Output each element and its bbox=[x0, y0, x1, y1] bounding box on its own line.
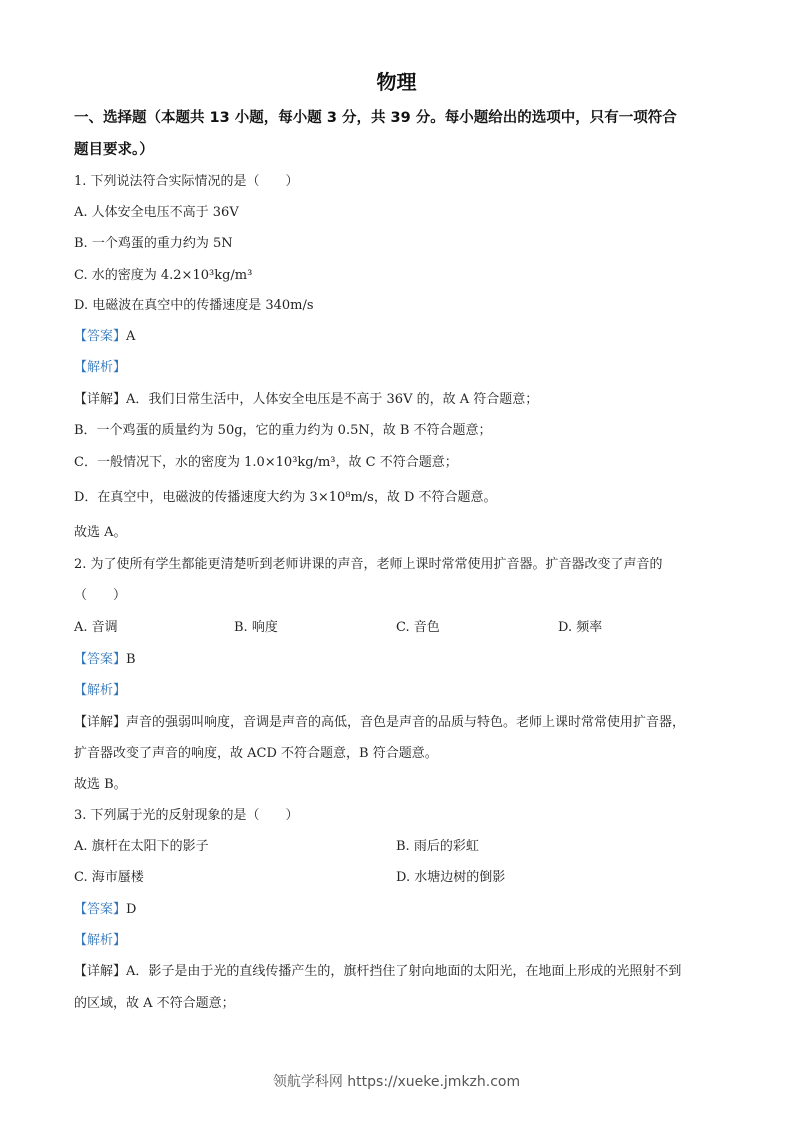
answer-tag: 【答案】 bbox=[74, 329, 127, 344]
q1-detail-2: B．一个鸡蛋的质量约为 50g，它的重力约为 0.5N，故 B 不符合题意； bbox=[74, 423, 492, 438]
detail-tag: 【详解】 bbox=[74, 964, 127, 979]
detail-tag: 【详解】 bbox=[74, 392, 127, 407]
q1-option-a: A. 人体安全电压不高于 36V bbox=[74, 205, 239, 220]
q1-answer bbox=[74, 329, 135, 345]
section-heading-line-1: 一、选择题（本题共 13 小题，每小题 3 分，共 39 分。每小题给出的选项中，只有一项符合 bbox=[74, 110, 677, 126]
answer-value: D bbox=[126, 902, 137, 917]
footer-watermark: 领航学科网 https://xueke.jmkzh.com bbox=[272, 1074, 521, 1090]
q2-option-a: A. 音调 bbox=[74, 620, 118, 635]
q2-analysis-tag: 【解析】 bbox=[74, 683, 127, 698]
section-heading-line-2: 题目要求。） bbox=[74, 142, 154, 158]
q3-option-c: C. 海市蜃楼 bbox=[74, 870, 144, 885]
q3-option-d: D. 水塘边树的倒影 bbox=[396, 870, 506, 885]
q1-stem: 1. 下列说法符合实际情况的是（ ） bbox=[74, 174, 299, 189]
q3-detail-2: 的区域，故 A 不符合题意； bbox=[74, 996, 235, 1011]
q2-conclusion: 故选 B。 bbox=[74, 777, 127, 792]
q1-option-d: D. 电磁波在真空中的传播速度是 340m/s bbox=[74, 298, 314, 313]
q2-stem-line-1: 2. 为了使所有学生都能更清楚听到老师讲课的声音，老师上课时常常使用扩音器。扩音器改变了声音的 bbox=[74, 557, 663, 572]
detail-text: A．影子是由于光的直线传播产生的，旗杆挡住了射向地面的太阳光，在地面上形成的光照射不到 bbox=[126, 964, 682, 979]
answer-value: B bbox=[126, 652, 136, 667]
q3-answer bbox=[74, 902, 136, 918]
q2-option-b: B. 响度 bbox=[234, 620, 278, 635]
q1-conclusion: 故选 A。 bbox=[74, 525, 127, 540]
q3-option-b: B. 雨后的彩虹 bbox=[396, 839, 479, 854]
q1-detail-3: C．一般情况下，水的密度为 1.0×10³kg/m³，故 C 不符合题意； bbox=[74, 455, 458, 470]
q1-detail-4: D．在真空中，电磁波的传播速度大约为 3×10⁸m/s，故 D 不符合题意。 bbox=[74, 490, 497, 505]
q1-detail-1 bbox=[74, 392, 538, 408]
q2-option-c: C. 音色 bbox=[396, 620, 440, 635]
q3-option-a: A. 旗杆在太阳下的影子 bbox=[74, 839, 209, 854]
answer-tag: 【答案】 bbox=[74, 652, 127, 667]
q2-stem-line-2: （ ） bbox=[74, 588, 127, 603]
page-title: 物理 bbox=[376, 70, 417, 94]
q2-answer bbox=[74, 652, 136, 668]
answer-tag: 【答案】 bbox=[74, 902, 127, 917]
q3-detail-1 bbox=[74, 964, 681, 980]
q3-analysis-tag: 【解析】 bbox=[74, 933, 127, 948]
answer-value: A bbox=[126, 329, 136, 344]
q2-option-d: D. 频率 bbox=[558, 620, 603, 635]
q1-option-c: C. 水的密度为 4.2×10³kg/m³ bbox=[74, 268, 253, 283]
q1-analysis-tag: 【解析】 bbox=[74, 360, 127, 375]
q3-stem: 3. 下列属于光的反射现象的是（ ） bbox=[74, 808, 299, 823]
detail-text: A．我们日常生活中，人体安全电压是不高于 36V 的，故 A 符合题意； bbox=[126, 392, 539, 407]
detail-tag: 【详解】 bbox=[74, 715, 127, 730]
detail-text: 声音的强弱叫响度，音调是声音的高低，音色是声音的品质与特色。老师上课时常常使用扩音器， bbox=[126, 715, 686, 730]
q2-detail-2: 扩音器改变了声音的响度，故 ACD 不符合题意，B 符合题意。 bbox=[74, 746, 438, 761]
q2-detail-1 bbox=[74, 715, 685, 731]
q1-option-b: B. 一个鸡蛋的重力约为 5N bbox=[74, 236, 233, 251]
